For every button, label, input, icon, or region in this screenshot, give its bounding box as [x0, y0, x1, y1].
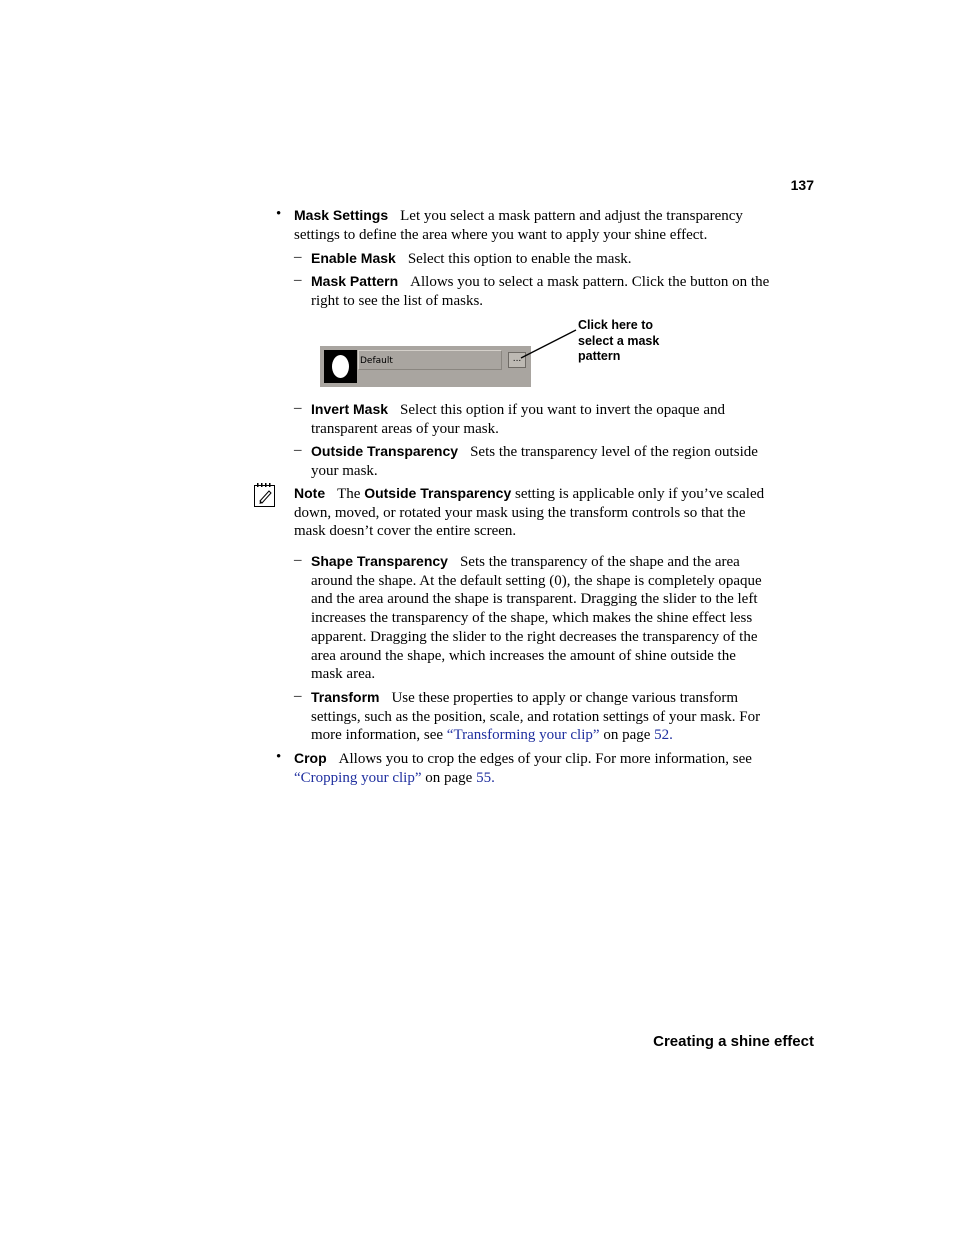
crop-page-link[interactable]: 55 [476, 769, 492, 786]
outside-transparency-text: Sets the transparency level of the region outside your mask. [311, 444, 758, 479]
dash-marker: – [294, 400, 302, 416]
dash-marker: – [294, 249, 302, 265]
transform-page-link[interactable]: 52 [654, 727, 670, 744]
enable-mask-paragraph [311, 249, 770, 269]
mask-settings-text: Let you select a mask pattern and adjust the transparency settings to define the area where you want to apply your shine effect. [294, 208, 743, 243]
transform-term: Transform [311, 689, 380, 705]
crop-text: Allows you to crop the edges of your clip. For more information, see [338, 751, 752, 767]
crop-period: . [491, 769, 495, 786]
shape-transparency-term: Shape Transparency [311, 553, 448, 569]
crop-term: Crop [294, 750, 327, 766]
crop-on-page: on page [425, 769, 473, 786]
invert-mask-term: Invert Mask [311, 401, 389, 417]
transform-text: Use these properties to apply or change various transform settings, such as the position, scale, and rotation settings of your mask. For more information, see [311, 690, 761, 744]
dash-marker: – [294, 688, 302, 704]
note-text-before: The [337, 486, 361, 502]
dash-marker: – [294, 552, 302, 568]
crop-paragraph [294, 749, 770, 787]
mask-pattern-selector [320, 346, 531, 387]
mask-settings-term: Mask Settings [294, 207, 389, 223]
page-number: 137 [790, 177, 814, 193]
mask-pattern-text: Allows you to select a mask pattern. Click the button on the right to see the list of masks. [311, 274, 770, 309]
enable-mask-term: Enable Mask [311, 250, 396, 266]
mask-settings-paragraph [294, 206, 770, 244]
note-paragraph [294, 484, 770, 541]
oval-mask-icon [332, 355, 349, 378]
shape-transparency-paragraph [311, 552, 770, 684]
mask-pattern-term: Mask Pattern [311, 273, 399, 289]
outside-transparency-paragraph [311, 442, 770, 480]
browse-mask-button[interactable]: ... [508, 352, 526, 368]
bullet-marker: • [276, 206, 282, 222]
callout-label: Click here to select a mask pattern [578, 318, 660, 363]
outside-transparency-term: Outside Transparency [311, 443, 459, 459]
transform-period: . [669, 727, 673, 744]
invert-mask-text: Select this option if you want to invert the opaque and transparent areas of your mask. [311, 402, 725, 437]
dash-marker: – [294, 442, 302, 458]
shape-transparency-text: Sets the transparency of the shape and the area around the shape. At the default setting (0), the shape is completely opaque and the area around the shape is transparent. Dragging the slider to the left increases the transparency of the shape, which makes the shine effect less apparent. Dragging the slider to the right decreases the transparency of the area around the shape, which increases the amount of shine outside the mask area. [311, 554, 762, 683]
invert-mask-paragraph [311, 400, 770, 438]
footer-section-title: Creating a shine effect [653, 1033, 814, 1050]
note-bold-term: Outside Transparency [364, 485, 512, 501]
dash-marker: – [294, 272, 302, 288]
notepad-icon [253, 482, 277, 508]
transform-paragraph [311, 688, 770, 745]
note-label: Note [294, 485, 326, 501]
note-text-after: setting is applicable only if you’ve scaled down, moved, or rotated your mask using the transform controls so that the mask doesn’t cover the entire screen. [294, 486, 765, 540]
mask-pattern-paragraph [311, 272, 770, 310]
mask-pattern-field: Default [358, 350, 502, 370]
mask-thumbnail [324, 350, 357, 383]
transforming-clip-link[interactable]: “Transforming your clip” [446, 727, 600, 744]
bullet-marker: • [276, 749, 282, 765]
cropping-clip-link[interactable]: “Cropping your clip” [294, 769, 422, 786]
enable-mask-text: Select this option to enable the mask. [407, 251, 632, 267]
transform-on-page: on page [603, 727, 651, 744]
